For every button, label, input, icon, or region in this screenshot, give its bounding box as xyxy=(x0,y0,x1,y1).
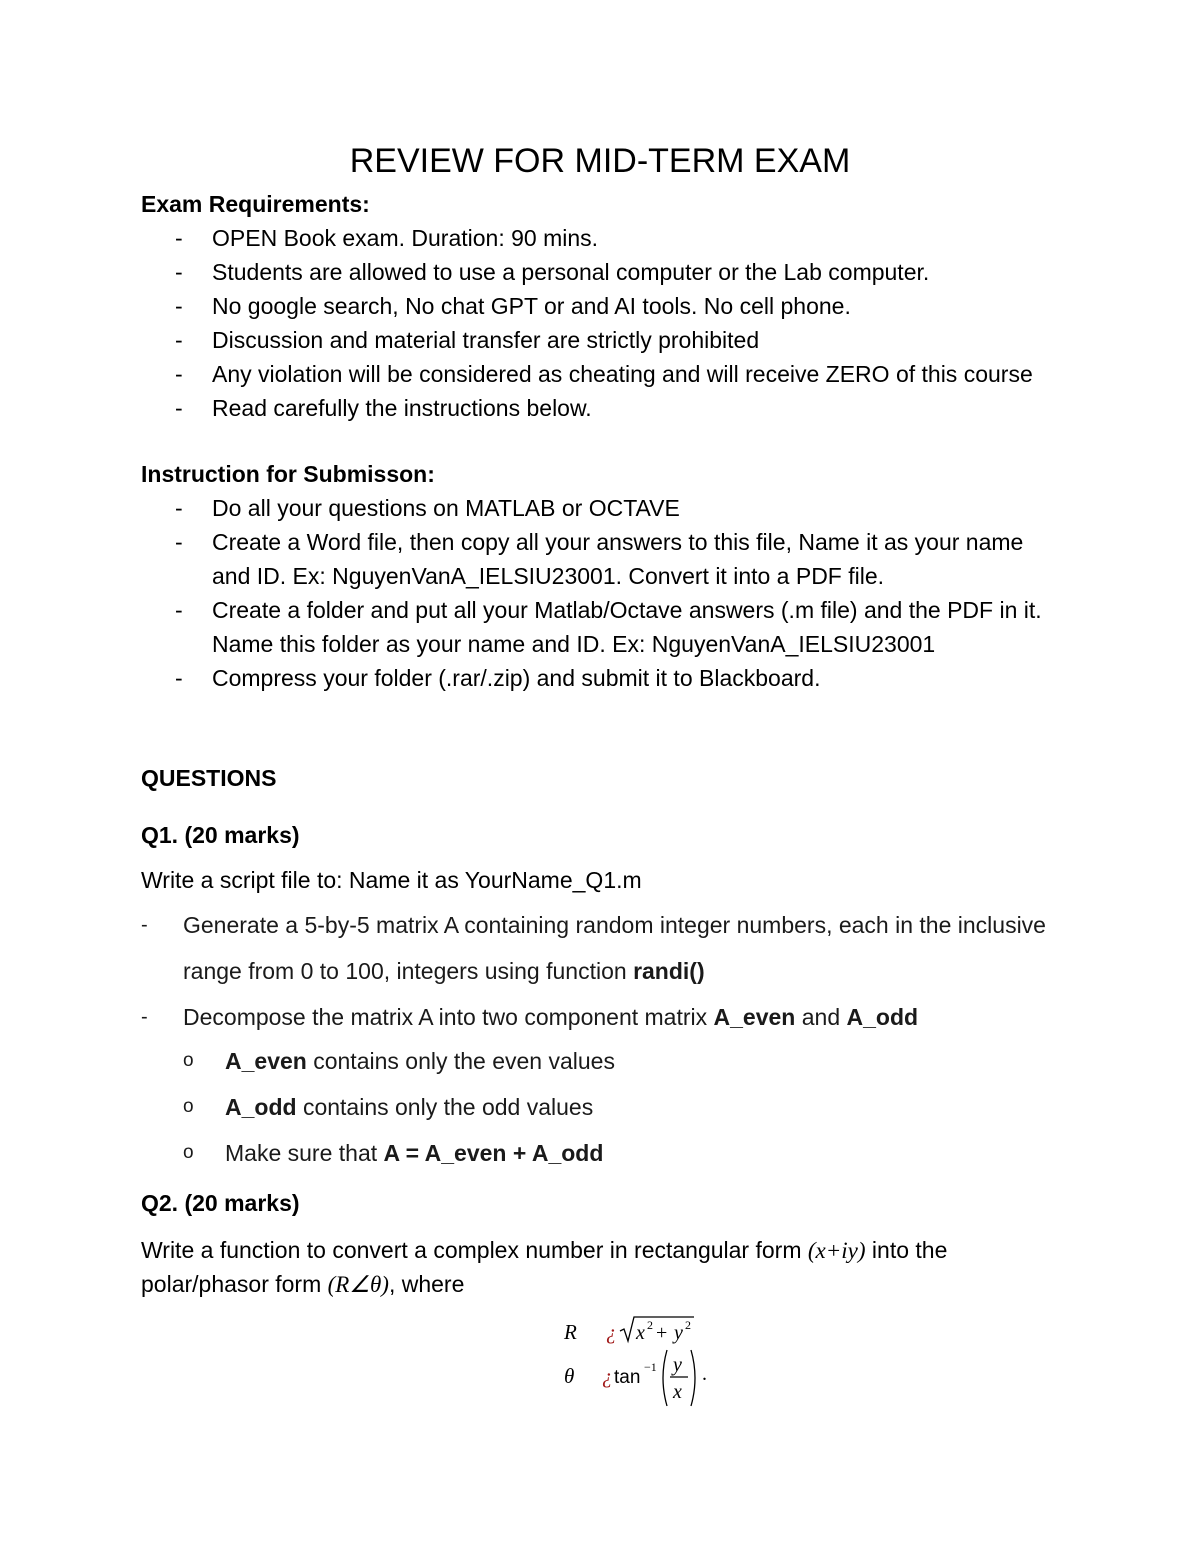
error-glyph: ¿ xyxy=(606,1320,617,1344)
q1-intro: Write a script file to: Name it as YourName_Q1.m xyxy=(141,867,642,893)
list-item: - Any violation will be considered as cheating and will receive ZERO of this course xyxy=(175,361,1033,387)
list-item: o A_even contains only the even values xyxy=(183,1048,615,1074)
y-term: y xyxy=(674,1322,683,1344)
right-paren xyxy=(691,1350,695,1406)
list-item: - Create a folder and put all your Matlab/Octave answers (.m file) and the PDF in it. Name this folder as your name and ID. Ex: NguyenVanA_IELSIU23001 xyxy=(175,597,1042,657)
list-item: - No google search, No chat GPT or and AI tools. No cell phone. xyxy=(175,293,851,319)
list-item: - Compress your folder (.rar/.zip) and submit it to Blackboard. xyxy=(175,665,821,691)
list-item: - Students are allowed to use a personal computer or the Lab computer. xyxy=(175,259,930,285)
list-item: - OPEN Book exam. Duration: 90 mins. xyxy=(175,225,599,251)
error-glyph: ¿ xyxy=(602,1364,613,1388)
rectangular-form-expression: (x+iy) xyxy=(807,1238,866,1263)
fraction-denominator: x xyxy=(673,1381,682,1403)
theta-symbol: θ xyxy=(564,1364,575,1388)
list-item: - Generate a 5-by-5 matrix A containing random integer numbers, each in the inclusive range from 0 to 100, integers using function randi() xyxy=(141,912,1046,984)
tan-function: tan xyxy=(614,1367,641,1388)
r-symbol: R xyxy=(564,1320,577,1344)
q2-heading: Q2. (20 marks) xyxy=(141,1190,300,1216)
questions-heading: QUESTIONS xyxy=(141,765,277,791)
q2-line-2: polar/phasor form (R∠θ), where xyxy=(141,1271,465,1297)
submission-list xyxy=(141,491,1061,695)
q2-line-1: Write a function to convert a complex number in rectangular form (x+iy) into the xyxy=(141,1237,948,1263)
submission-heading: Instruction for Submisson: xyxy=(141,461,435,487)
inverse-exponent: −1 xyxy=(644,1360,657,1374)
list-item: o A_odd contains only the odd values xyxy=(183,1094,594,1120)
list-item: - Create a Word file, then copy all your answers to this file, Name it as your name and ID. Ex: NguyenVanA_IELSIU23001. Convert it into a PDF file. xyxy=(175,529,1024,589)
x-term: x xyxy=(636,1322,645,1344)
exam-requirements-heading: Exam Requirements: xyxy=(141,191,370,217)
list-item: o Make sure that A = A_even + A_odd xyxy=(183,1140,604,1166)
page-title: REVIEW FOR MID-TERM EXAM xyxy=(349,142,851,180)
polar-form-expression: (R∠θ) xyxy=(327,1272,389,1297)
list-item: - Read carefully the instructions below. xyxy=(175,395,592,421)
plus-sign: + xyxy=(656,1322,668,1344)
q1-sub-list xyxy=(183,1038,1063,1176)
q1-task-list xyxy=(141,902,1071,1040)
polar-conversion-formula xyxy=(560,1312,760,1412)
fraction-numerator: y xyxy=(673,1354,682,1376)
list-item: - Do all your questions on MATLAB or OCTAVE xyxy=(175,495,680,521)
list-item: - Discussion and material transfer are strictly prohibited xyxy=(175,327,760,353)
exponent: 2 xyxy=(685,1318,691,1332)
period: . xyxy=(702,1363,707,1385)
left-paren xyxy=(663,1350,667,1406)
q1-heading: Q1. (20 marks) xyxy=(141,822,300,848)
list-item: - Decompose the matrix A into two component matrix A_even and A_odd xyxy=(141,1004,919,1030)
exponent: 2 xyxy=(647,1318,653,1332)
exam-requirements-list xyxy=(141,221,1071,425)
